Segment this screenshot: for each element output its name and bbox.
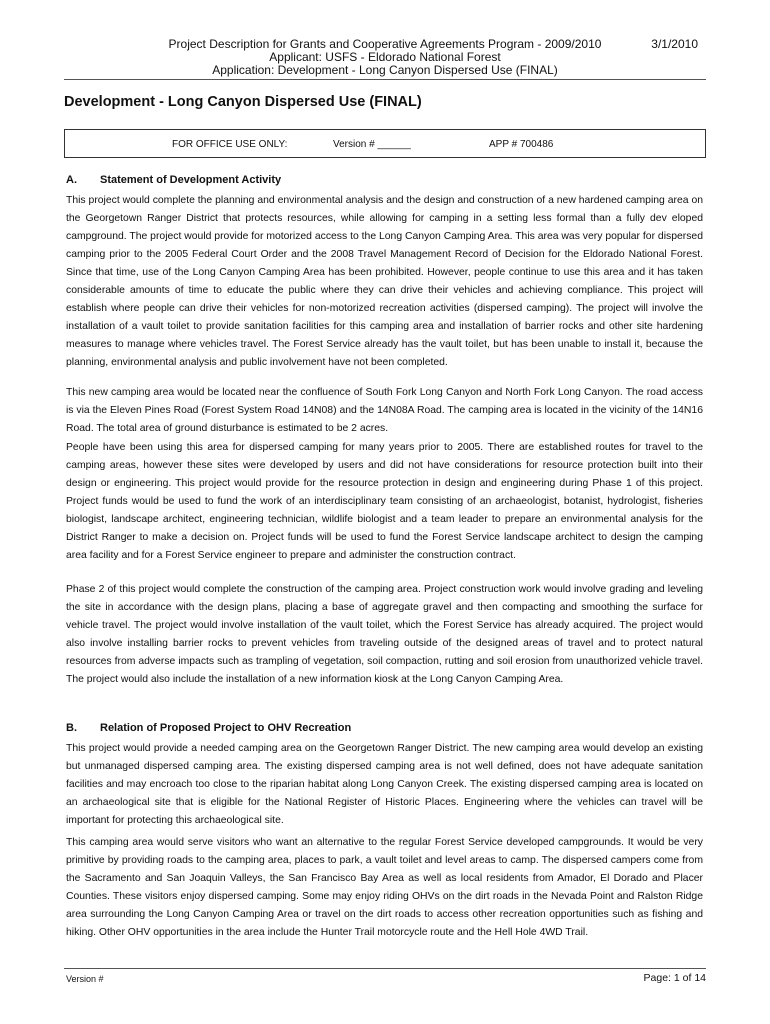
section-b-paragraph-2: This camping area would serve visitors who want an alternative to the regular Forest Service developed campgrounds. It would be very primitive by providing roads to the camping area, places to park, a vault toilet and level areas to camp. The dispersed campers come from the Sacramento and San Joaquin Valleys, the San Francisco Bay Area as well as local residents from Amador, El Dorado and Placer Counties. These visitors enjoy dispersed camping. Some may enjoy riding OHVs on the dirt roads in the Nevada Point and Ralston Ridge area surrounding the Long Canyon Camping Area or travel on the dirt roads to access other recreation opportunities such as fishing and hiking. Other OHV opportunities in the area include the Hunter Trail motorcycle route and the Hell Hole 4WD Trail. [66, 837, 703, 938]
page-header [64, 38, 706, 77]
section-a-letter: A. [66, 174, 77, 186]
header-program-title: Project Description for Grants and Cooperative Agreements Program - 2009/2010 [168, 37, 602, 51]
section-b-heading [66, 722, 351, 734]
header-application: Application: Development - Long Canyon Dispersed Use (FINAL) [212, 63, 558, 77]
section-a-paragraph-1: This project would complete the planning and environmental analysis and the design and construction of a new hardened camping area on the Georgetown Ranger District that protects resources, while allowing for camping in a setting less formal than a fully dev eloped campground. The project would provide for motorized access to the Long Canyon Camping Area. This area was very popular for dispersed camping prior to the 2005 Federal Court Order and the 2008 Travel Management Record of Decision for the Eldorado National Forest. Since that time, use of the Long Canyon Camping Area has been prohibited. However, people continue to use this area and it has taken considerable amounts of time to educate the public where they can drive their vehicles and achieving compliance. This project will establish where people can drive their vehicles for non-motorized recreation activities (dispersed camping). The project will involve the installation of a vault toilet to provide sanitation facilities for this camping area and installation of barrier rocks and other site hardening measures to manage where vehicles travel. The Forest Service already has the vault toilet, but has been unable to install it, because the planning, environmental analysis and public involvement have not been completed. [66, 195, 703, 368]
office-use-label: FOR OFFICE USE ONLY: [172, 139, 288, 150]
footer-divider [64, 968, 706, 969]
section-b-paragraph-1: This project would provide a needed camping area on the Georgetown Ranger District. The new camping area would develop an existing but unmanaged dispersed camping area. The existing dispersed camping area is not well defined, does not have adequate sanitation facilities and may encroach too close to the riparian habitat along Long Canyon Creek. The existing dispersed camping area is located on an archaeological site that is eligible for the National Register of Historic Places. Engineering where the vehicles can travel will be important for protecting this archaeological site. [66, 743, 703, 826]
office-use-box [64, 129, 706, 158]
header-divider [64, 79, 706, 80]
app-number: APP # 700486 [489, 139, 554, 150]
section-a-paragraph-4: Phase 2 of this project would complete the construction of the camping area. Project construction work would involve grading and leveling the site in accordance with the design plans, placing a base of aggregate gravel and then compacting and smoothing the surface for vehicle travel. The project would involve installation of the vault toilet, which the Forest Service has already acquired. The project would also involve installing barrier rocks to prevent vehicles from traveling outside of the designed areas of travel and to protect natural resources from adverse impacts such as trampling of vegetation, soil compaction, rutting and soil erosion from unauthorized vehicle travel. The project would also include the installation of a new information kiosk at the Long Canyon Camping Area. [66, 584, 703, 685]
page-number: Page: 1 of 14 [643, 972, 706, 984]
section-b-title: Relation of Proposed Project to OHV Recreation [100, 722, 352, 734]
version-field: Version # ______ [333, 139, 411, 150]
section-a-paragraph-3: People have been using this area for dispersed camping for many years prior to 2005. There are established routes for travel to the camping areas, however these sites were developed by users and did not have considerations for resource protection built into their design or engineering. This project would provide for the resource protection in design and engineering during Phase 1 of this project. Project funds would be used to fund the work of an interdisciplinary team consisting of an archaeologist, botanist, hydrologist, fisheries biologist, landscape architect, engineering technician, wildlife biologist and a team leader to prepare an environmental analysis for the District Ranger to make a decision on. Project funds will be used to fund the Forest Service landscape architect to design the camping area facility and for a Forest Service engineer to prepare and administer the construction contract. [66, 442, 703, 561]
header-date: 3/1/2010 [651, 37, 698, 51]
footer-version: Version # [66, 974, 104, 984]
section-a-heading [66, 174, 281, 186]
section-a-title: Statement of Development Activity [100, 174, 282, 186]
document-title: Development - Long Canyon Dispersed Use (FINAL) [64, 94, 422, 110]
section-a-paragraph-2: This new camping area would be located near the confluence of South Fork Long Canyon and North Fork Long Canyon. The road access is via the Eleven Pines Road (Forest System Road 14N08) and the 14N08A Road. The camping area is located in the vicinity of the 14N16 Road. The total area of ground disturbance is estimated to be 2 acres. [66, 387, 703, 434]
section-b-letter: B. [66, 722, 77, 734]
header-applicant: Applicant: USFS - Eldorado National Forest [269, 50, 501, 64]
